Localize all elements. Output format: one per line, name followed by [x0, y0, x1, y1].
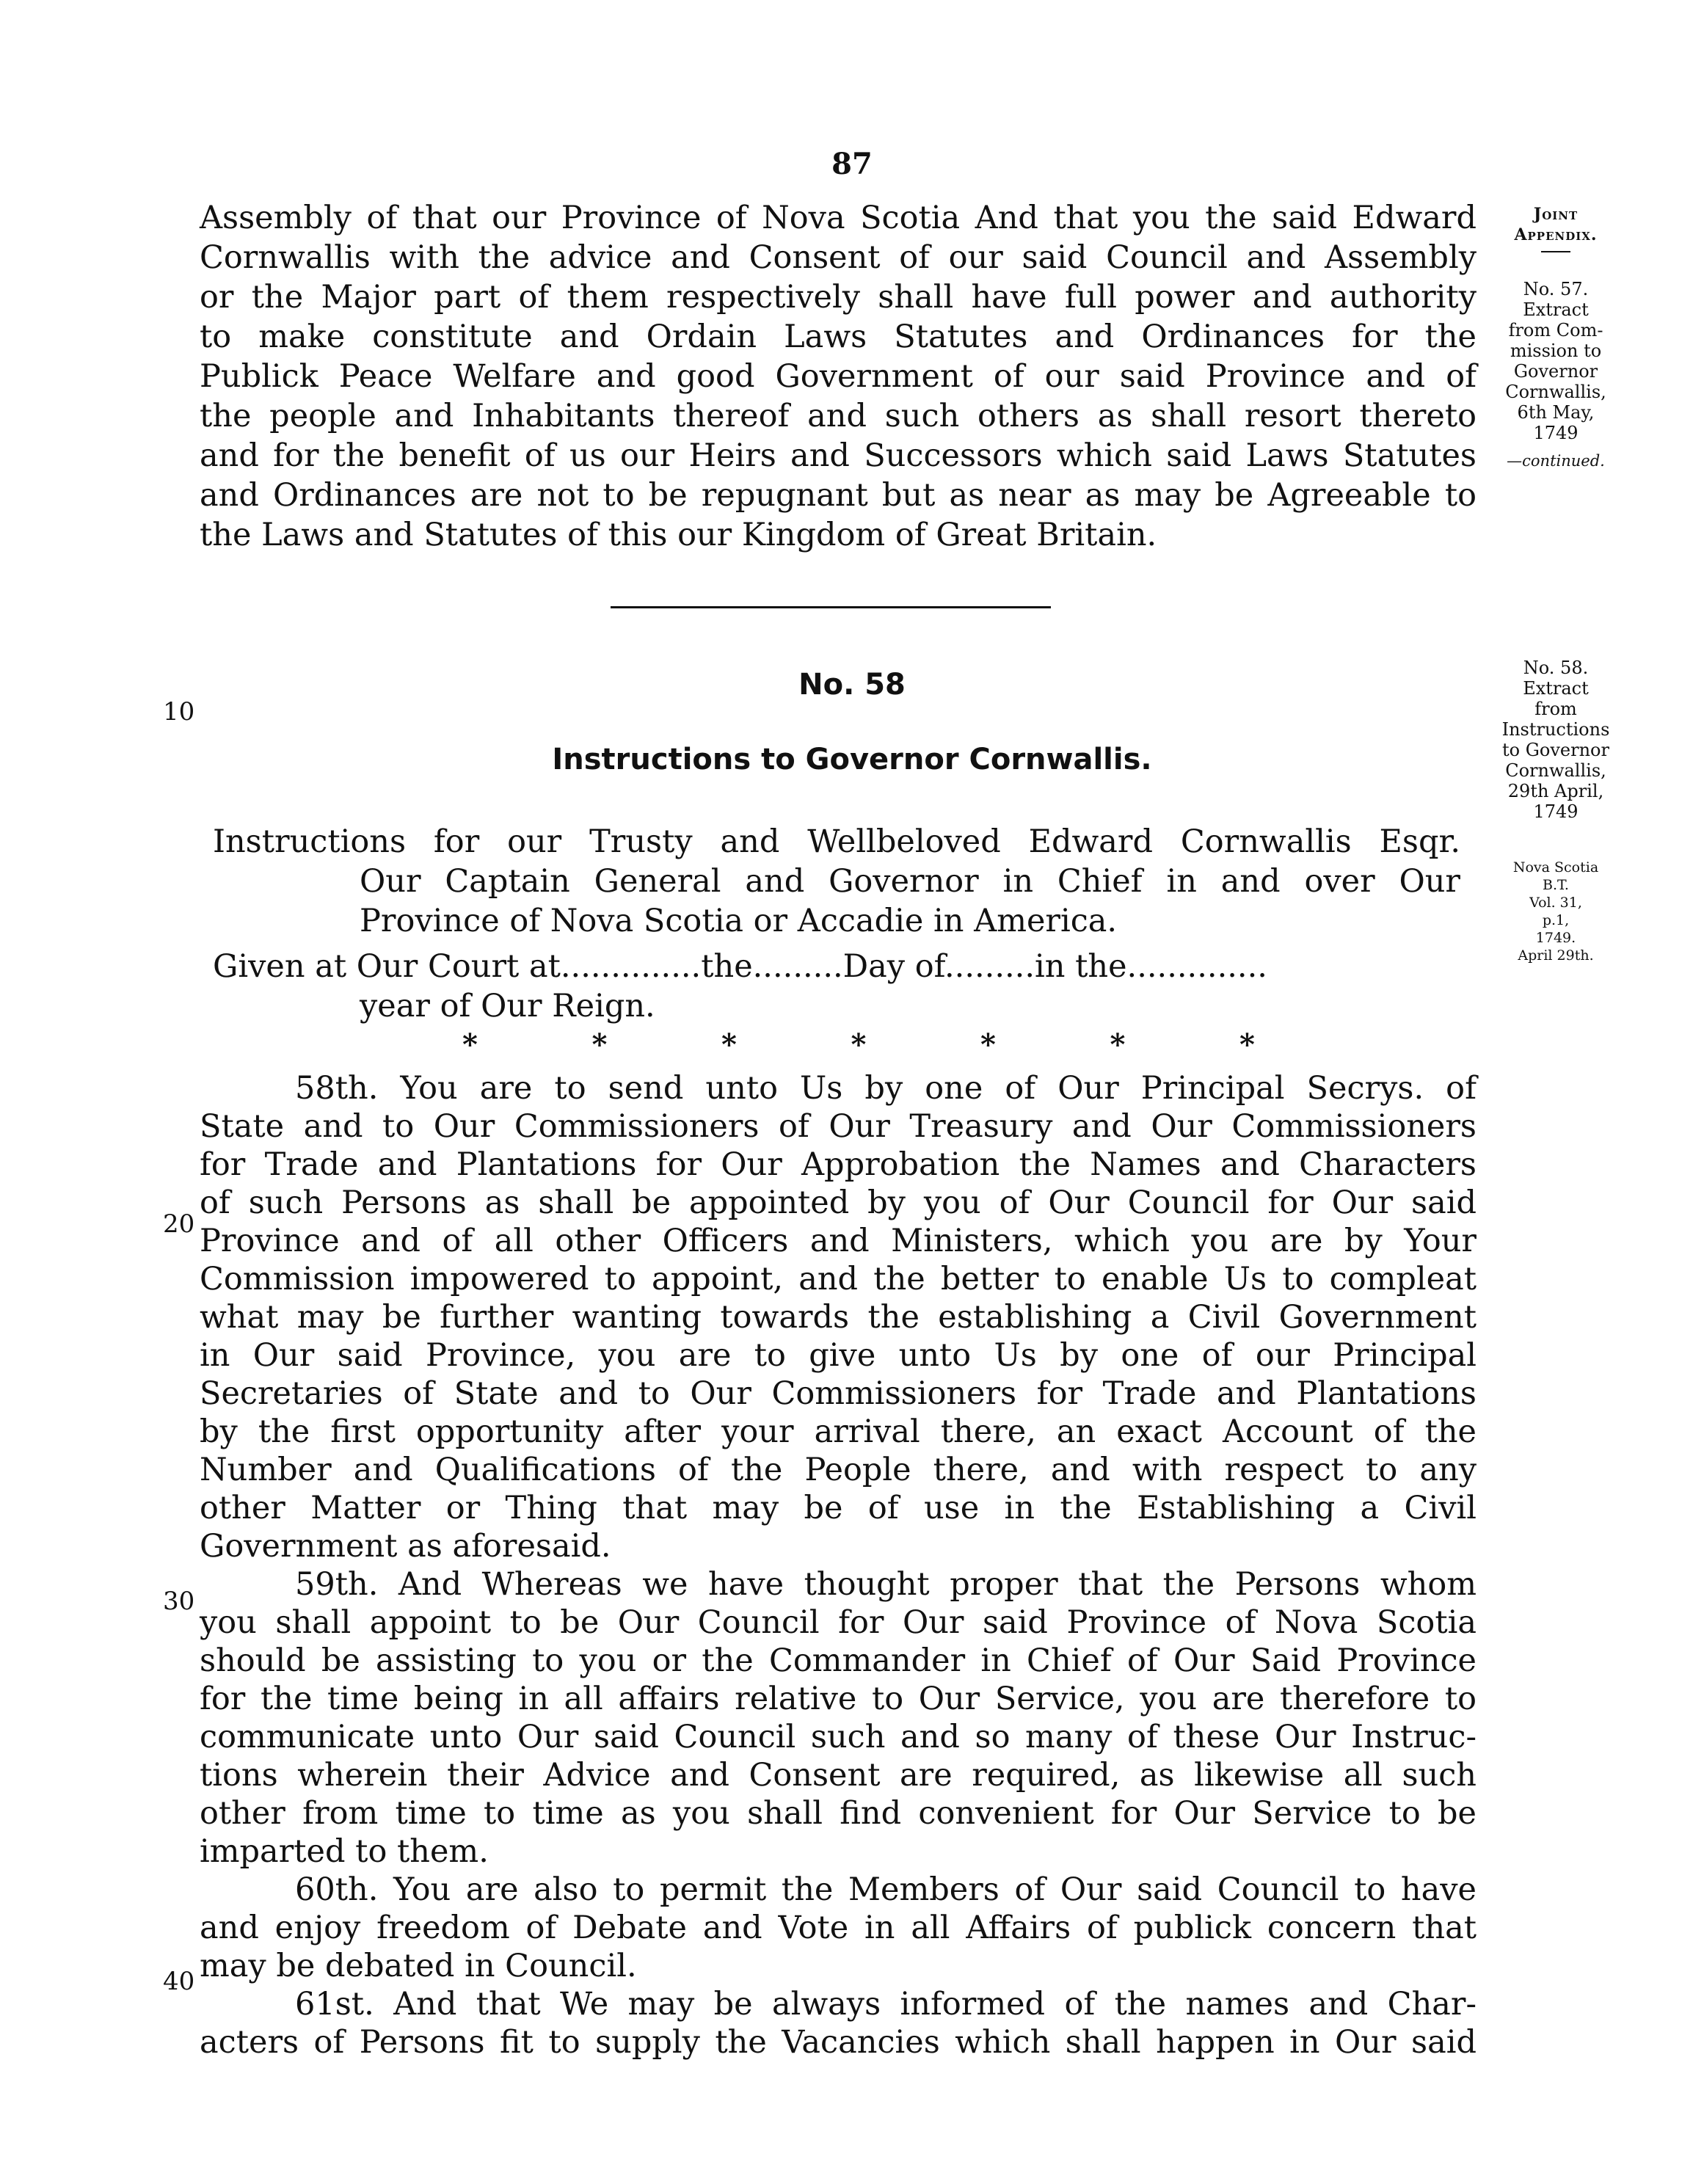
margin-line: 1749 [1533, 423, 1579, 443]
asterisk: * [721, 1027, 737, 1062]
text-line: 59th. And Whereas we have thought proper that the Persons whom [295, 1566, 1477, 1603]
text-line: imparted to them. [200, 1833, 489, 1870]
asterisk: * [851, 1027, 867, 1062]
line-number-10: 10 [163, 697, 195, 727]
margin-line: mission to [1510, 341, 1602, 361]
text-line: you shall appoint to be Our Council for Our said Province of Nova Scotia [200, 1604, 1477, 1641]
text-line: should be assisting to you or the Commander in Chief of Our Said Province [200, 1642, 1477, 1679]
margin-note-source [1490, 859, 1622, 964]
margin-note-joint-appendix [1490, 204, 1622, 260]
margin-line: to Governor [1502, 740, 1609, 760]
text-line: communicate unto Our said Council such and so many of these Our Instruc- [200, 1719, 1477, 1755]
text-line: and enjoy freedom of Debate and Vote in all Affairs of publick concern that [200, 1910, 1477, 1946]
text-line: Instructions for our Trusty and Wellbeloved Edward Cornwallis Esqr. [213, 823, 1460, 860]
margin-note-no58 [1490, 658, 1622, 822]
margin-line: Appendix. [1514, 225, 1598, 244]
asterisk: * [1239, 1027, 1255, 1062]
text-line: the people and Inhabitants thereof and such others as shall resort thereto [200, 398, 1477, 434]
text-line: or the Major part of them respectively shall have full power and authority [200, 279, 1477, 316]
margin-line: 1749 [1533, 801, 1579, 822]
text-line: Assembly of that our Province of Nova Scotia And that you the said Edward [200, 200, 1477, 236]
margin-line: April 29th. [1518, 947, 1594, 964]
margin-note-no57 [1490, 279, 1622, 471]
margin-line: Nova Scotia [1512, 859, 1599, 876]
text-line: State and to Our Commissioners of Our Treasury and Our Commissioners [200, 1108, 1477, 1145]
margin-line: p.1, [1542, 912, 1570, 928]
line-number-40: 40 [163, 1967, 195, 1996]
margin-line: 1749. [1535, 930, 1576, 946]
text-line: Number and Qualifications of the People there, and with respect to any [200, 1452, 1477, 1488]
asterisk-separator [462, 1027, 1255, 1062]
text-line: and for the benefit of us our Heirs and Successors which said Laws Statutes [200, 437, 1477, 474]
margin-line: No. 57. [1523, 279, 1589, 299]
margin-line: B.T. [1543, 877, 1569, 893]
text-line: to make constitute and Ordain Laws Statutes and Ordinances for the [200, 318, 1477, 355]
text-line: Province of Nova Scotia or Accadie in America. [360, 903, 1118, 939]
text-line: Commission impowered to appoint, and the better to enable Us to compleat [200, 1261, 1477, 1297]
margin-continued: —continued. [1507, 452, 1605, 470]
margin-line: Cornwallis, [1505, 760, 1606, 781]
text-line: what may be further wanting towards the establishing a Civil Government [200, 1299, 1477, 1336]
text-line: Cornwallis with the advice and Consent of our said Council and Assembly [200, 239, 1477, 276]
margin-line: Instructions [1501, 719, 1610, 740]
margin-line: from [1534, 699, 1577, 719]
text-line: and Ordinances are not to be repugnant but as near as may be Agreeable to [200, 477, 1477, 514]
text-line: in Our said Province, you are to give unto Us by one of our Principal [200, 1337, 1477, 1374]
text-line: other from time to time as you shall find convenient for Our Service to be [200, 1795, 1477, 1832]
text-line: tions wherein their Advice and Consent are required, as likewise all such [200, 1757, 1477, 1794]
margin-line: Joint [1533, 205, 1579, 224]
text-line: Province and of all other Officers and Ministers, which you are by Your [200, 1223, 1477, 1259]
margin-line: 29th April, [1507, 781, 1604, 801]
text-line: for the time being in all affairs relative to Our Service, you are therefore to [200, 1681, 1477, 1717]
margin-line: Vol. 31, [1529, 895, 1582, 911]
text-line: acters of Persons fit to supply the Vacancies which shall happen in Our said [200, 2024, 1477, 2061]
text-line: 61st. And that We may be always informed of the names and Char- [295, 1986, 1477, 2023]
text-line: of such Persons as shall be appointed by you of Our Council for Our said [200, 1184, 1477, 1221]
text-line: Given at Our Court at..............the.........Day of.........in the.............. [213, 948, 1267, 985]
margin-line: Extract [1523, 678, 1589, 699]
text-line: 58th. You are to send unto Us by one of Our Principal Secrys. of [295, 1070, 1477, 1107]
line-number-30: 30 [163, 1587, 195, 1616]
asterisk: * [1110, 1027, 1126, 1062]
document-number-heading: No. 58 [798, 668, 906, 702]
text-line: Government as aforesaid. [200, 1528, 611, 1565]
text-line: other Matter or Thing that may be of use in the Establishing a Civil [200, 1490, 1477, 1526]
text-line: Publick Peace Welfare and good Government of our said Province and of [200, 358, 1477, 395]
page-number: 87 [831, 147, 873, 181]
text-line: the Laws and Statutes of this our Kingdom of Great Britain. [200, 517, 1157, 553]
margin-dash [1541, 251, 1570, 252]
text-line: by the first opportunity after your arrival there, an exact Account of the [200, 1413, 1477, 1450]
margin-line: No. 58. [1523, 658, 1589, 678]
text-line: year of Our Reign. [360, 988, 655, 1024]
margin-line: 6th May, [1517, 402, 1595, 423]
text-line: Secretaries of State and to Our Commissioners for Trade and Plantations [200, 1375, 1477, 1412]
text-line: 60th. You are also to permit the Members of Our said Council to have [295, 1871, 1477, 1908]
text-line: may be debated in Council. [200, 1948, 637, 1984]
text-line: Our Captain General and Governor in Chief in and over Our [360, 863, 1460, 900]
document-title-heading: Instructions to Governor Cornwallis. [552, 743, 1152, 776]
line-number-20: 20 [163, 1209, 195, 1239]
margin-line: Extract [1523, 299, 1589, 320]
section-divider-rule [611, 606, 1051, 608]
margin-line: from Com- [1508, 320, 1603, 341]
margin-line: Cornwallis, [1505, 382, 1606, 402]
asterisk: * [980, 1027, 996, 1062]
margin-line: Governor [1513, 361, 1598, 382]
asterisk: * [462, 1027, 478, 1062]
asterisk: * [591, 1027, 608, 1062]
text-line: for Trade and Plantations for Our Approbation the Names and Characters [200, 1146, 1477, 1183]
